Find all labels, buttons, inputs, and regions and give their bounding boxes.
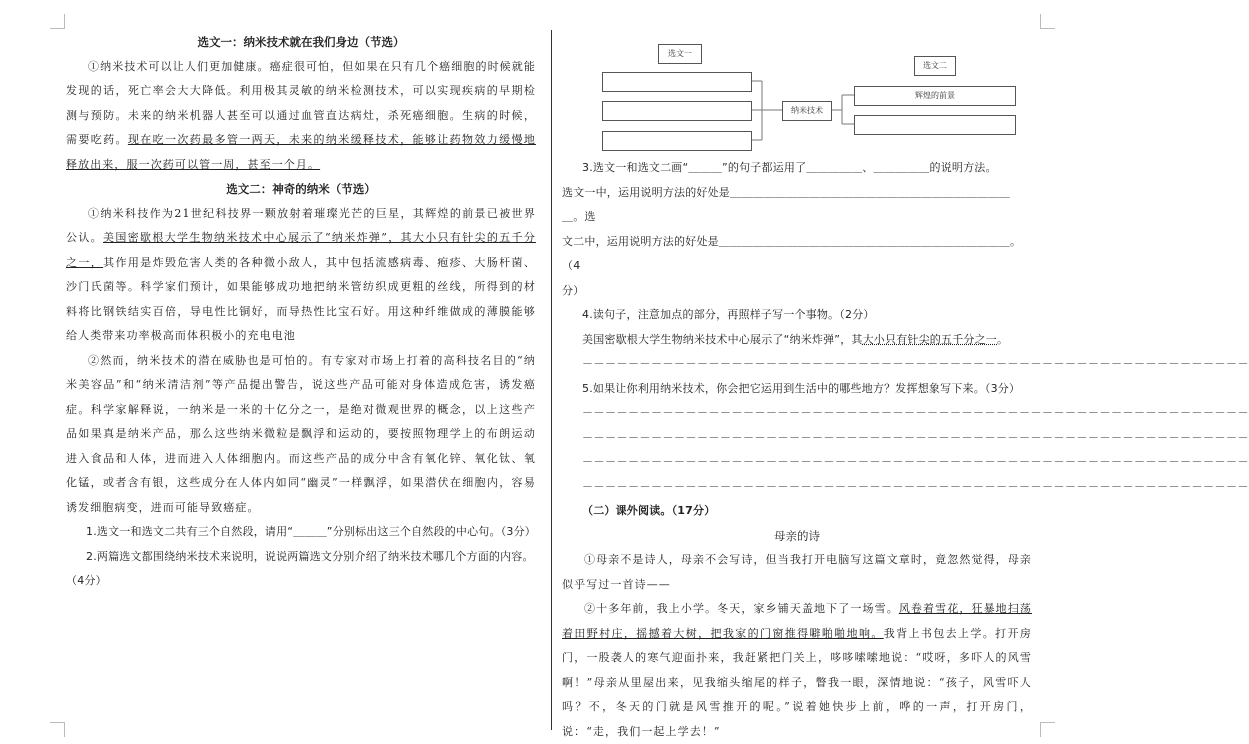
section-heading-extracurricular: （二）课外阅读。（17分） — [582, 504, 716, 517]
question-3-line3: 文二中，运用说明方法的好处是＿＿＿＿＿＿＿＿＿＿＿＿＿＿＿＿＿＿＿＿＿＿＿＿＿＿。（4 — [562, 234, 1022, 272]
text1-title: 选文一：纳米技术就在我们身边（节选） — [197, 35, 405, 49]
story-p2-start: ②十多年前，我上小学。冬天，家乡铺天盖地下了一场雪。 — [584, 602, 899, 615]
question-4-sentence — [562, 328, 1032, 353]
text1-p1-underlined: 现在吃一次药最多管一两天，未来的纳米缓释技术，能够让药物效力缓慢地释放出来，服一次药可以管一周，甚至一个月。 — [66, 133, 536, 171]
answer-box-3 — [602, 131, 752, 151]
story-title: 母亲的诗 — [774, 528, 820, 543]
text2-p1-start: ①纳米科技作为21世纪科技界一颗放射着璀璨光芒的巨星，其辉煌的前景已被世界公认。 — [66, 206, 536, 244]
answer-line-q5-4: －－－－－－－－－－－－－－－－－－－－－－－－－－－－－－－－－－－－－－－－－－－－－－－－－－－－－－－－－－ — [582, 479, 1249, 493]
column-divider — [551, 30, 552, 730]
q4-sentence-dotted: 大小只有针尖的五千分之一 — [862, 332, 998, 346]
question-5: 5.如果让你利用纳米技术，你会把它运用到生活中的哪些地方？发挥想象写下来。（3分） — [582, 381, 1021, 395]
label-text1: 选文一 — [658, 44, 702, 64]
answer-box-4 — [854, 115, 1016, 135]
question-3-line4: 分） — [562, 283, 585, 297]
question-4: 4.读句子，注意加点的部分，再照样子写一个事物。（2分） — [582, 308, 875, 321]
story-paragraph1: ①母亲不是诗人，母亲不会写诗，但当我打开电脑写这篇文章时，竟忽然觉得，母亲似乎写过一首诗—— — [562, 553, 1032, 591]
text2-paragraph2: ②然而，纳米技术的潜在威胁也是可怕的。有专家对市场上打着的高科技名目的“纳米美容品”和“纳米清洁剂”等产品提出警告，说这些产品可能对身体造成危害，诱发癌症。科学家解释说，一纳米是一米的十亿分之一，是绝对微观世界的概念，以上这些产品如果真是纳米产品，那么这些纳米微粒是飘浮和运动的，要按照物理学上的布朗运动进入食品和人体，进而进入人体细胞内。而这些产品的成分中含有氧化锌、氧化钛、氧化锰，或者含有银，这些成分在人体内如同“幽灵”一样飘浮，如果潜伏在细胞内，容易诱发细胞病变，进而可能导致癌症。 — [66, 353, 536, 514]
story-p2-underlined: 风卷着雪花，狂暴地扫荡着田野村庄，摇撼着大树，把我家的门窗推得噼啪啪地响。 — [562, 602, 1032, 640]
text2-title: 选文二：神奇的纳米（节选） — [226, 182, 376, 196]
text1-paragraph1 — [66, 55, 536, 178]
question-1: 1.选文一和选文二共有三个自然段，请用“＿＿＿”分别标出这三个自然段的中心句。（3分） — [86, 525, 536, 538]
answer-line-q4: －－－－－－－－－－－－－－－－－－－－－－－－－－－－－－－－－－－－－－－－－－－－－－－－－－－－－－－－－－ — [582, 357, 1249, 370]
text2-p1-rest: 其作用是炸毁危害人类的各种微小敌人，其中包括流感病毒、疱疹、大肠杆菌、沙门氏菌等。科学家们预计，如果能够成功地把纳米管纺织成更粗的丝线，所得到的材料将比钢铁结实百倍，导电性比铜好，而导热性比宝石好。用这种纤维做成的薄膜能够给人类带来功率极高而体积极小的充电电池 — [66, 255, 536, 342]
q4-sentence-end: 。 — [997, 332, 1009, 346]
text2-p1-underlined: 美国密歇根大学生物纳米技术中心展示了“纳米炸弹”，其大小只有针尖的五千分之一， — [66, 231, 536, 269]
question-3-line1: 3.选文一和选文二画“＿＿＿”的句子都运用了＿＿＿＿＿、＿＿＿＿＿的说明方法。 — [582, 161, 997, 174]
answer-line-q5-3: －－－－－－－－－－－－－－－－－－－－－－－－－－－－－－－－－－－－－－－－－－－－－－－－－－－－－－－－－－ — [582, 455, 1249, 468]
filled-box-prospect: 辉煌的前景 — [854, 86, 1016, 106]
mind-map-diagram — [562, 30, 1032, 156]
answer-box-2 — [602, 101, 752, 121]
story-paragraph2 — [562, 597, 1032, 744]
answer-line-q5-1: －－－－－－－－－－－－－－－－－－－－－－－－－－－－－－－－－－－－－－－－－－－－－－－－－－－－－－－－－－ — [582, 406, 1249, 419]
story-p2-rest: 我背上书包去上学。打开房门，一股袭人的寒气迎面扑来，我赶紧把门关上，哆哆嗦嗦地说：“哎呀，多吓人的风雪啊！”母亲从里屋出来，见我缩头缩尾的样子，瞥我一眼，深情地说：“孩子，风雪吓人吗？不，冬天的门就是风雪推开的呢。”说着她快步上前，哗的一声，打开房门，说：“走，我们一起上学去！” — [562, 626, 1032, 738]
corner-mark-top-left — [50, 14, 65, 29]
label-text2: 选文二 — [914, 56, 956, 76]
corner-mark-top-right — [1040, 14, 1055, 29]
left-column — [66, 30, 536, 594]
right-column — [562, 30, 1249, 744]
answer-box-1 — [602, 72, 752, 92]
q4-sentence-start: 美国密歇根大学生物纳米技术中心展示了“纳米炸弹”，其 — [582, 332, 863, 346]
corner-mark-bottom-right — [1040, 722, 1055, 737]
text2-paragraph1 — [66, 202, 536, 349]
corner-mark-bottom-left — [50, 722, 65, 737]
question-2: 2.两篇选文都围绕纳米技术来说明，说说两篇选文分别介绍了纳米技术哪几个方面的内容。（4分） — [66, 549, 534, 587]
text1-p1-body: ①纳米技术可以让人们更加健康。癌症很可怕，但如果在只有几个癌细胞的时候就能发现的话，死亡率会大大降低。利用极其灵敏的纳米检测技术，可以实现疾病的早期检测与预防。未来的纳米机器人甚至可以通过血管直达病灶，杀死癌细胞。生病的时候，需要吃药。 — [66, 59, 536, 146]
question-3-line2: 选文一中，运用说明方法的好处是＿＿＿＿＿＿＿＿＿＿＿＿＿＿＿＿＿＿＿＿＿＿＿＿＿＿。选 — [562, 185, 1010, 223]
answer-line-q5-2: －－－－－－－－－－－－－－－－－－－－－－－－－－－－－－－－－－－－－－－－－－－－－－－－－－－－－－－－－－ — [582, 430, 1249, 444]
center-topic-box: 纳米技术 — [782, 101, 832, 121]
